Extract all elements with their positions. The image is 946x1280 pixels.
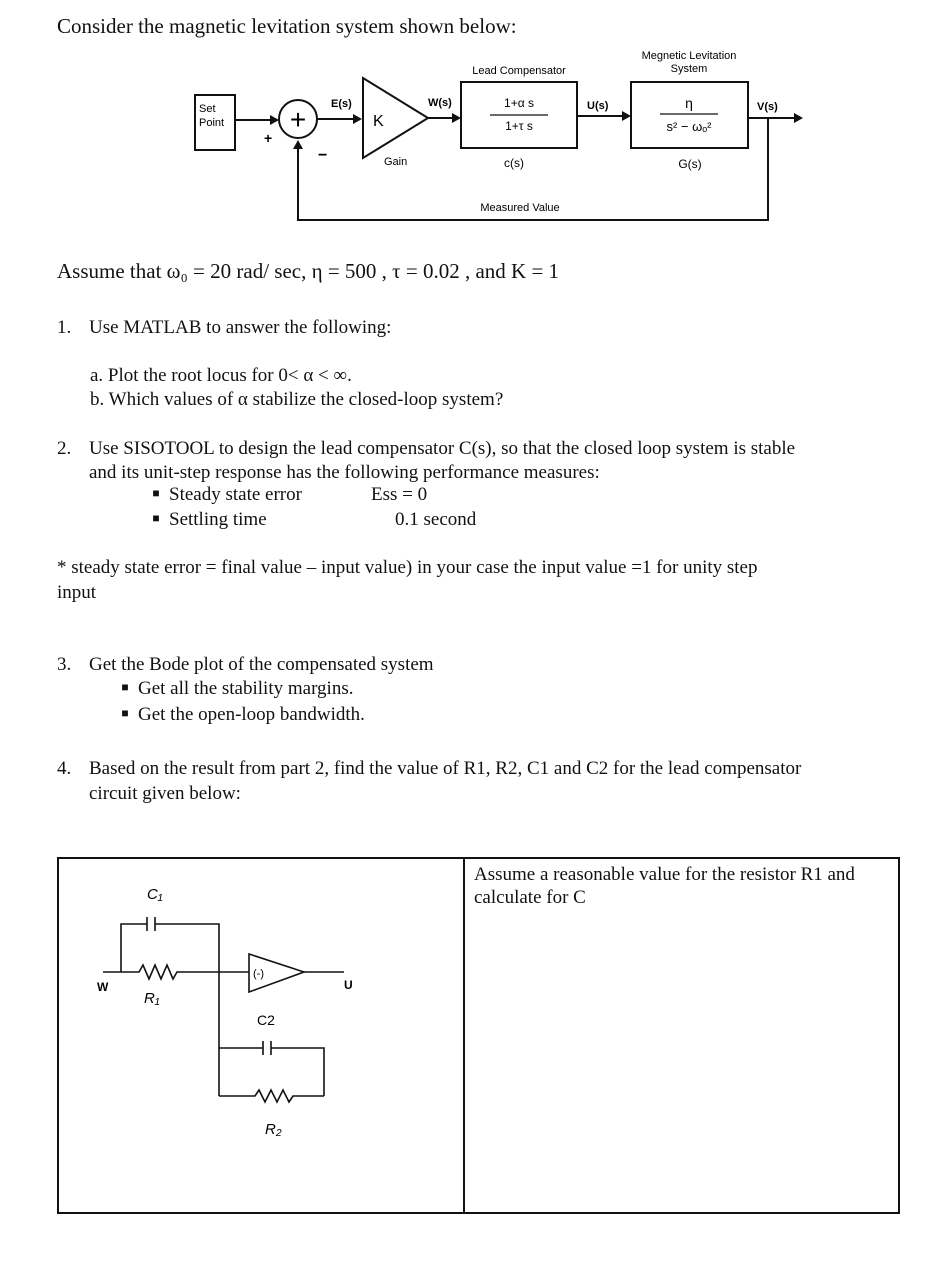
plant-box [631, 82, 748, 148]
set-point-label-2: Point [199, 117, 225, 129]
question-4 [57, 757, 801, 781]
question-1a: a. Plot the root locus for 0< α < ∞. [90, 365, 352, 386]
r1-resistor [121, 965, 219, 979]
feedback-label: Measured Value [480, 202, 560, 214]
circuit-instruction: Assume a reasonable value for the resistor R1 and calculate for C [474, 864, 855, 908]
block-diagram [0, 0, 946, 240]
question-2-line-2: and its unit-step response has the following performance measures: [89, 462, 600, 483]
summing-plus-symbol: + [289, 104, 307, 135]
c1-label: C₁ [147, 886, 163, 903]
question-2-bullet-1: ■ Steady state error [152, 484, 302, 505]
w-label: W [97, 980, 109, 994]
question-3 [57, 653, 434, 677]
r1-label: R₁ [144, 990, 160, 1007]
question-2 [57, 437, 795, 461]
q3-bullet-2-text: Get the open-loop bandwidth. [138, 704, 365, 725]
assumption-text: Assume that ω₀ = 20 rad/ sec, η = 500 , τ = 0.02 , and K = 1 [57, 259, 560, 283]
c2-label: C2 [257, 1012, 275, 1028]
plant-title-2: System [670, 63, 708, 75]
intro-text: Consider the magnetic levitation system shown below: [57, 14, 517, 38]
r2-resistor [219, 1090, 324, 1102]
r2-label: R₂ [265, 1121, 282, 1138]
note-line-2: input [57, 582, 97, 603]
question-3-text: Get the Bode plot of the compensated system [89, 654, 434, 675]
gain-label: Gain [384, 156, 408, 168]
question-3-bullet-1: ■ Get all the stability margins. [121, 678, 354, 699]
question-2-bullet-2: ■ Settling time [152, 509, 267, 530]
note-line-1: * steady state error = final value – input value) in your case the input value =1 for unity step [57, 557, 758, 578]
question-2-number: 2. [57, 438, 72, 459]
arrow-head [270, 115, 279, 125]
plant-title-1: Megnetic Levitation [641, 50, 737, 62]
question-1b: b. Which values of α stabilize the closed-loop system? [90, 389, 504, 410]
signal-e: E(s) [331, 98, 352, 110]
question-2-bullet-1-value: Ess = 0 [371, 484, 428, 505]
gain-symbol: K [373, 113, 384, 130]
question-1-number: 1. [57, 317, 72, 338]
signal-u: U(s) [587, 100, 609, 112]
q3-bullet-1-text: Get all the stability margins. [138, 678, 354, 699]
summing-minus-sign: − [318, 147, 328, 164]
question-3-bullet-2: ■ Get the open-loop bandwidth. [121, 704, 365, 725]
compensator-numerator: 1+α s [504, 96, 534, 110]
question-2-line-1: Use SISOTOOL to design the lead compensator C(s), so that the closed loop system is stable [89, 438, 796, 459]
circuit-table [57, 857, 900, 1214]
bullet-1-label: Steady state error [169, 484, 302, 505]
compensator-label: c(s) [504, 156, 524, 170]
set-point-label-1: Set [199, 103, 216, 115]
plant-denominator: s² − ωₒ² [666, 119, 712, 134]
table-divider [463, 859, 465, 1212]
summing-plus-sign: + [264, 130, 273, 146]
question-4-number: 4. [57, 758, 72, 779]
op-amp-label: (-) [253, 968, 264, 980]
question-3-number: 3. [57, 654, 72, 675]
lead-compensator-circuit [59, 859, 461, 1212]
question-4-line-1: Based on the result from part 2, find the value of R1, R2, C1 and C2 for the lead compensator [89, 758, 802, 779]
question-1 [57, 316, 391, 340]
compensator-title: Lead Compensator [472, 65, 566, 77]
plant-numerator: η [685, 95, 693, 111]
bullet-2-label: Settling time [169, 509, 267, 530]
plant-label: G(s) [678, 157, 702, 171]
signal-w: W(s) [428, 97, 452, 109]
question-1-text: Use MATLAB to answer the following: [89, 317, 392, 338]
compensator-denominator: 1+τ s [505, 119, 533, 133]
u-label: U [344, 978, 353, 992]
question-4-line-2: circuit given below: [89, 783, 241, 804]
signal-v: V(s) [757, 101, 778, 113]
question-2-bullet-2-value: 0.1 second [395, 509, 477, 530]
